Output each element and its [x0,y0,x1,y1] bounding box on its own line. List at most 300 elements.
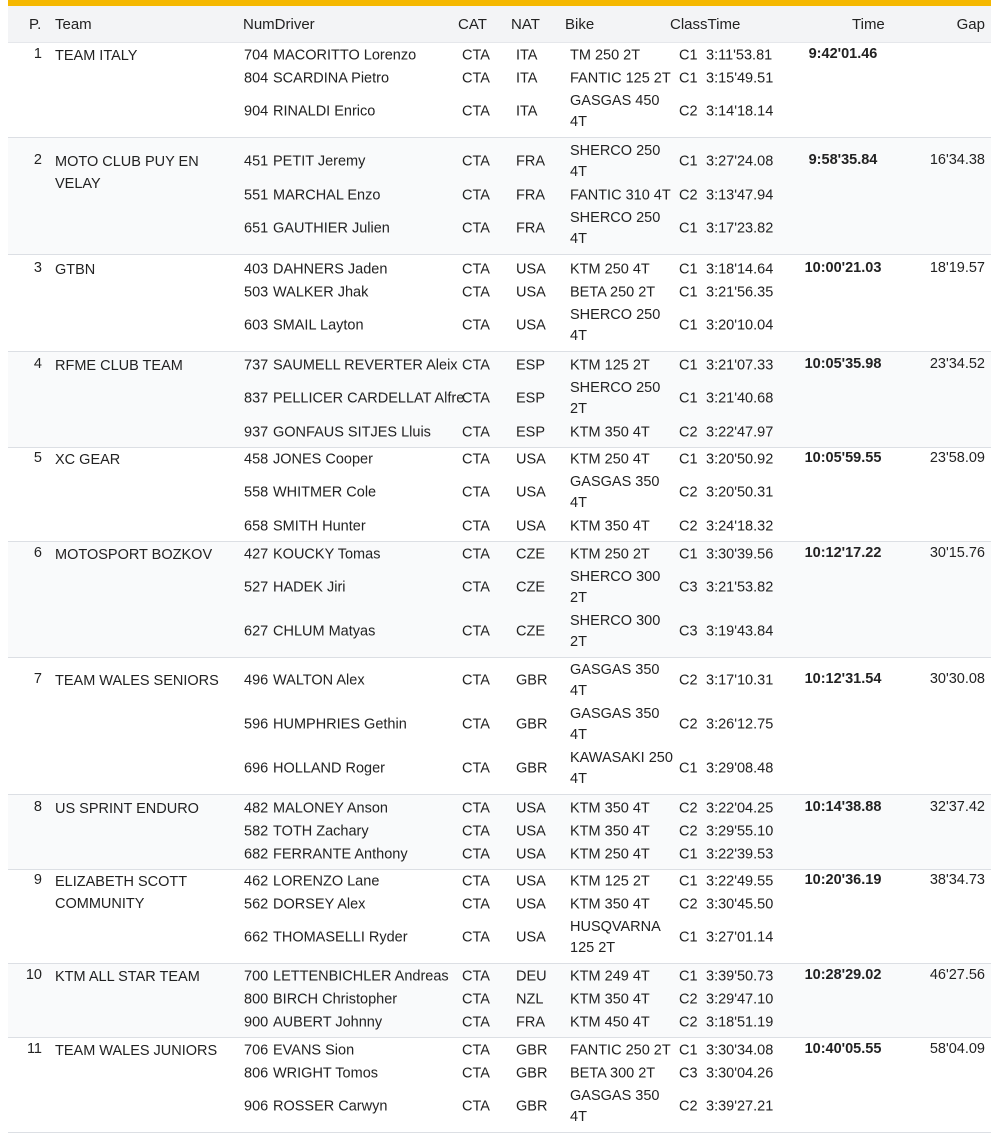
rider-name: HOLLAND Roger [273,760,386,777]
rider-class: C2 [679,484,698,501]
rider-number: 596 [244,716,269,733]
rider-name: GAUTHIER Julien [273,220,390,237]
rider-bike: KTM 350 4T [570,823,650,839]
rider-row [8,988,991,1011]
rider-nationality: USA [516,518,546,534]
rider-category: CTA [462,284,490,300]
team-row [8,1038,991,1133]
rider-bike: KAWASAKI 250 4T [570,750,673,787]
rider-bike: SHERCO 300 2T [570,613,661,650]
rider-number: 603 [244,317,269,334]
rider-number: 551 [244,187,269,203]
rider-name: AUBERT Johnny [273,1014,383,1030]
rider-class: C2 [679,103,698,120]
rider-category: CTA [462,896,490,912]
rider-nationality: ESP [516,390,546,407]
team-position: 3 [33,259,42,276]
rider-nationality: CZE [516,579,545,596]
header-time: Time [852,16,885,33]
rider-nationality: GBR [516,760,548,777]
rider-bike: FANTIC 125 2T [570,70,671,86]
rider-category: CTA [462,760,490,777]
rider-time: 3:21'40.68 [706,390,774,407]
rider-time: 3:18'14.64 [706,261,774,277]
rider-category: CTA [462,390,490,407]
rider-name: EVANS Sion [273,1042,355,1058]
team-gap: 30'15.76 [929,544,985,561]
rider-number: 627 [244,623,269,640]
team-time: 10:14'38.88 [804,798,882,815]
team-name: GTBN [55,261,96,278]
rider-name: WALKER Jhak [273,284,369,300]
rider-class: C1 [679,70,698,86]
team-row [8,138,991,255]
team-time: 10:12'31.54 [804,671,882,687]
rider-time: 3:22'47.97 [706,424,774,440]
rider-row [8,659,991,703]
rider-category: CTA [462,800,490,816]
rider-bike: KTM 250 4T [570,846,650,862]
rider-name: JONES Cooper [273,451,373,467]
rider-number: 700 [244,968,269,984]
rider-time: 3:20'50.92 [706,451,774,467]
rider-nationality: GBR [516,716,548,733]
rider-category: CTA [462,261,490,277]
team-row [8,870,991,964]
rider-bike: GASGAS 450 4T [570,93,660,130]
rider-time: 3:22'39.53 [706,846,774,862]
rider-row [8,421,991,444]
rider-nationality: FRA [516,187,545,203]
team-name: RFME CLUB TEAM [55,357,183,374]
rider-name: SMAIL Layton [273,317,364,334]
rider-class: C1 [679,1042,698,1058]
rider-number: 900 [244,1014,269,1030]
rider-category: CTA [462,579,490,596]
team-position: 7 [33,671,42,687]
rider-row [8,1085,991,1129]
team-time: 9:42'01.46 [808,45,878,62]
rider-time: 3:17'10.31 [706,672,774,689]
team-time: 10:05'59.55 [804,449,882,466]
rider-time: 3:11'53.81 [706,47,773,63]
rider-number: 904 [244,103,269,120]
rider-class: C2 [679,991,698,1007]
rider-category: CTA [462,424,490,440]
rider-bike: KTM 250 2T [570,546,650,562]
rider-category: CTA [462,317,490,334]
rider-time: 3:29'47.10 [706,991,774,1007]
rider-name: GONFAUS SITJES Lluis [273,424,431,440]
team-position: 1 [33,45,42,62]
rider-row [8,820,991,843]
rider-number: 582 [244,823,269,839]
team-time: 10:28'29.02 [804,966,882,983]
rider-number: 451 [244,153,269,170]
rider-nationality: FRA [516,153,545,170]
rider-category: CTA [462,451,490,467]
rider-nationality: GBR [516,672,548,689]
rider-bike: BETA 250 2T [570,284,656,300]
rider-class: C2 [679,1014,698,1030]
rider-number: 458 [244,451,269,467]
rider-nationality: USA [516,896,546,912]
rider-category: CTA [462,672,490,689]
rider-name: LETTENBICHLER Andreas [273,968,449,984]
rider-time: 3:14'18.14 [706,103,774,120]
rider-category: CTA [462,1065,490,1081]
rider-category: CTA [462,47,490,63]
rider-nationality: CZE [516,546,545,562]
rider-category: CTA [462,929,490,946]
rider-class: C3 [679,1065,698,1081]
rider-number: 427 [244,546,269,562]
rider-time: 3:39'50.73 [706,968,774,984]
team-gap: 23'34.52 [929,355,985,372]
team-row [8,352,991,448]
rider-nationality: USA [516,929,546,946]
rider-category: CTA [462,103,490,120]
rider-row [8,448,991,471]
rider-bike: GASGAS 350 4T [570,662,660,699]
rider-bike: GASGAS 350 4T [570,474,660,511]
rider-name: ROSSER Carwyn [273,1098,388,1115]
rider-class: C1 [679,451,698,467]
rider-time: 3:29'08.48 [706,760,774,777]
team-position: 5 [33,449,42,466]
rider-class: C3 [679,623,698,640]
team-time: 10:05'35.98 [804,355,882,372]
team-row [8,448,991,542]
rider-number: 496 [244,672,269,689]
rider-row [8,1011,991,1034]
rider-nationality: CZE [516,623,545,640]
rider-name: SMITH Hunter [273,518,366,534]
team-gap: 18'19.57 [929,259,985,276]
rider-row [8,140,991,184]
rider-name: WRIGHT Tomos [273,1065,379,1081]
rider-bike: SHERCO 250 4T [570,143,661,180]
rider-bike: GASGAS 350 4T [570,706,660,743]
team-gap: 23'58.09 [929,449,985,466]
rider-time: 3:17'23.82 [706,220,774,237]
rider-row [8,893,991,916]
rider-class: C1 [679,261,698,277]
rider-category: CTA [462,846,490,862]
rider-number: 403 [244,261,269,277]
rider-class: C3 [679,579,698,596]
rider-row [8,471,991,515]
rider-bike: BETA 300 2T [570,1065,656,1081]
rider-class: C1 [679,47,698,63]
header-team: Team [55,16,92,33]
rider-nationality: USA [516,261,546,277]
rider-bike: KTM 125 2T [570,873,650,889]
rider-time: 3:22'04.25 [706,800,774,816]
rider-row [8,515,991,538]
team-name: MOTOSPORT BOZKOV [55,546,213,563]
rider-nationality: ESP [516,424,546,440]
team-gap: 30'30.08 [929,671,985,687]
rider-name: RINALDI Enrico [273,103,376,120]
rider-nationality: USA [516,873,546,889]
rider-nationality: ITA [516,70,538,86]
header-classtime: ClassTime [670,16,741,33]
rider-nationality: USA [516,823,546,839]
rider-class: C2 [679,518,698,534]
rider-name: FERRANTE Anthony [273,846,408,862]
rider-name: SCARDINA Pietro [273,70,390,86]
team-position: 9 [33,871,42,888]
rider-name: MALONEY Anson [273,800,388,816]
rider-row [8,916,991,960]
rider-class: C2 [679,424,698,440]
team-position: 11 [26,1040,42,1057]
rider-nationality: GBR [516,1042,548,1058]
rider-name: KOUCKY Tomas [273,546,381,562]
rider-bike: GASGAS 350 4T [570,1088,660,1125]
rider-nationality: FRA [516,1014,545,1030]
rider-row [8,566,991,610]
team-position: 4 [33,355,42,372]
rider-row [8,1039,991,1062]
rider-nationality: USA [516,317,546,334]
team-time: 10:40'05.55 [804,1040,882,1057]
team-row [8,658,991,795]
rider-category: CTA [462,220,490,237]
rider-time: 3:30'34.08 [706,1042,774,1058]
results-table [8,42,991,1133]
rider-class: C2 [679,896,698,912]
rider-time: 3:24'18.32 [706,518,774,534]
rider-row [8,703,991,747]
team-row [8,542,991,658]
rider-time: 3:39'27.21 [706,1098,774,1115]
header-bike: Bike [565,16,595,33]
rider-row [8,258,991,281]
rider-name: WALTON Alex [273,672,365,689]
rider-number: 558 [244,484,269,501]
rider-category: CTA [462,484,490,501]
rider-category: CTA [462,1098,490,1115]
rider-row [8,965,991,988]
rider-row [8,747,991,791]
rider-number: 737 [244,357,269,373]
rider-nationality: USA [516,846,546,862]
team-time: 10:20'36.19 [804,871,882,888]
rider-name: PETIT Jeremy [273,153,366,170]
rider-number: 682 [244,846,269,862]
rider-time: 3:18'51.19 [706,1014,774,1030]
header-numdriver: NumDriver [243,16,315,33]
rider-class: C1 [679,153,698,170]
rider-number: 696 [244,760,269,777]
rider-name: MARCHAL Enzo [273,187,381,203]
rider-row [8,90,991,134]
rider-bike: SHERCO 300 2T [570,569,661,606]
rider-name: DAHNERS Jaden [273,261,388,277]
team-gap: 58'04.09 [929,1040,985,1057]
rider-number: 462 [244,873,269,889]
rider-name: HUMPHRIES Gethin [273,716,407,733]
rider-bike: KTM 250 4T [570,261,650,277]
rider-number: 651 [244,220,269,237]
rider-bike: KTM 450 4T [570,1014,650,1030]
rider-category: CTA [462,716,490,733]
rider-name: MACORITTO Lorenzo [273,47,417,63]
rider-class: C1 [679,284,698,300]
rider-nationality: DEU [516,968,547,984]
team-time: 10:12'17.22 [804,544,882,561]
rider-time: 3:21'07.33 [706,357,774,373]
rider-category: CTA [462,873,490,889]
rider-nationality: GBR [516,1098,548,1115]
rider-name: CHLUM Matyas [273,623,376,640]
rider-number: 800 [244,991,269,1007]
rider-nationality: GBR [516,1065,548,1081]
table-header [8,6,991,43]
rider-row [8,843,991,866]
rider-category: CTA [462,518,490,534]
team-name: TEAM WALES JUNIORS [55,1042,218,1059]
rider-bike: TM 250 2T [570,47,641,63]
team-gap: 16'34.38 [929,152,985,168]
rider-row [8,304,991,348]
team-gap: 32'37.42 [929,798,985,815]
rider-time: 3:30'04.26 [706,1065,774,1081]
rider-bike: KTM 350 4T [570,991,650,1007]
rider-class: C2 [679,187,698,203]
team-name: MOTO CLUB PUY EN VELAY [55,154,199,192]
rider-number: 804 [244,70,269,86]
team-name: TEAM ITALY [55,47,138,64]
rider-class: C1 [679,873,698,889]
rider-category: CTA [462,357,490,373]
rider-time: 3:15'49.51 [706,70,774,86]
rider-bike: KTM 350 4T [570,896,650,912]
rider-number: 937 [244,424,269,440]
rider-row [8,44,991,67]
rider-category: CTA [462,968,490,984]
rider-class: C1 [679,846,698,862]
rider-bike: HUSQVARNA 125 2T [570,919,660,956]
rider-class: C2 [679,1098,698,1115]
rider-category: CTA [462,546,490,562]
header-pos: P. [29,16,42,33]
rider-category: CTA [462,1014,490,1030]
rider-number: 658 [244,518,269,534]
rider-name: HADEK Jiri [273,579,346,596]
rider-category: CTA [462,991,490,1007]
rider-time: 3:19'43.84 [706,623,774,640]
rider-class: C2 [679,672,698,689]
rider-name: TOTH Zachary [273,823,369,839]
rider-number: 837 [244,390,269,407]
team-row [8,964,991,1038]
rider-bike: FANTIC 250 2T [570,1042,671,1058]
rider-number: 906 [244,1098,269,1115]
rider-time: 3:27'24.08 [706,153,774,170]
rider-bike: KTM 350 4T [570,800,650,816]
rider-time: 3:27'01.14 [706,929,774,946]
rider-time: 3:26'12.75 [706,716,774,733]
rider-class: C1 [679,929,698,946]
team-time: 9:58'35.84 [808,152,878,168]
rider-time: 3:22'49.55 [706,873,774,889]
rider-bike: KTM 249 4T [570,968,650,984]
team-name: US SPRINT ENDURO [55,800,199,817]
rider-nationality: NZL [516,991,544,1007]
team-name: XC GEAR [55,451,121,468]
rider-nationality: USA [516,800,546,816]
rider-bike: KTM 250 4T [570,451,650,467]
rider-time: 3:21'56.35 [706,284,774,300]
team-gap: 38'34.73 [929,871,985,888]
rider-row [8,377,991,421]
rider-time: 3:29'55.10 [706,823,774,839]
team-row [8,255,991,352]
rider-category: CTA [462,153,490,170]
rider-number: 706 [244,1042,269,1058]
rider-bike: KTM 350 4T [570,424,650,440]
rider-name: PELLICER CARDELLAT Alfre [273,390,465,407]
rider-category: CTA [462,1042,490,1058]
rider-number: 806 [244,1065,269,1081]
rider-bike: KTM 125 2T [570,357,650,373]
team-position: 2 [33,152,42,168]
team-position: 8 [33,798,42,815]
rider-number: 482 [244,800,269,816]
header-nat: NAT [511,16,540,33]
rider-time: 3:20'50.31 [706,484,774,501]
team-position: 10 [25,966,42,983]
rider-number: 662 [244,929,269,946]
rider-bike: SHERCO 250 4T [570,210,661,247]
header-gap: Gap [956,16,985,33]
rider-category: CTA [462,623,490,640]
rider-class: C2 [679,716,698,733]
rider-nationality: USA [516,451,546,467]
rider-row [8,870,991,893]
rider-nationality: USA [516,284,546,300]
rider-nationality: ESP [516,357,546,373]
rider-category: CTA [462,70,490,86]
rider-row [8,67,991,90]
rider-number: 704 [244,47,269,63]
rider-row [8,797,991,820]
header-cat: CAT [458,16,487,33]
rider-class: C2 [679,800,698,816]
team-row [8,42,991,138]
rider-time: 3:30'39.56 [706,546,774,562]
rider-bike: FANTIC 310 4T [570,187,671,203]
rider-name: LORENZO Lane [273,873,380,889]
rider-row [8,610,991,654]
rider-class: C1 [679,390,698,407]
rider-row [8,207,991,251]
rider-class: C1 [679,317,698,334]
rider-name: DORSEY Alex [273,896,366,912]
rider-bike: SHERCO 250 2T [570,380,661,417]
rider-bike: SHERCO 250 4T [570,307,661,344]
rider-nationality: FRA [516,220,545,237]
team-name: TEAM WALES SENIORS [55,673,219,689]
rider-nationality: ITA [516,103,538,120]
rider-number: 503 [244,284,269,300]
rider-class: C1 [679,968,698,984]
rider-time: 3:13'47.94 [706,187,774,203]
rider-class: C1 [679,546,698,562]
